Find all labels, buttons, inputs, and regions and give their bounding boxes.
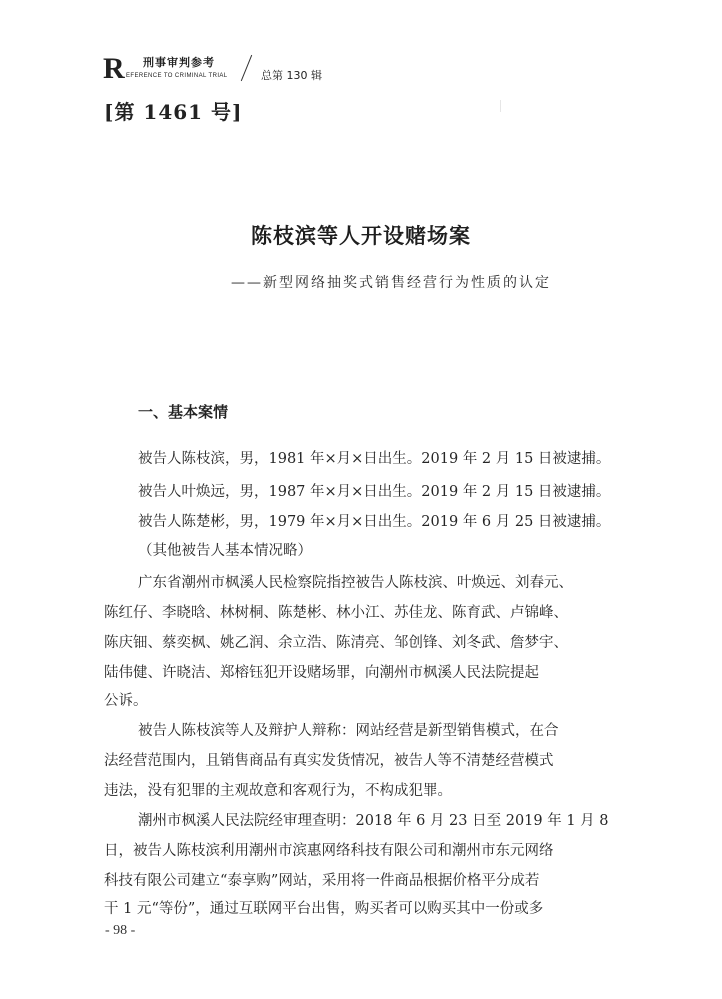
section-heading: 一、基本案情	[138, 403, 229, 421]
text-line: 被告人陈枝滨等人及辩护人辩称：网站经营是新型销售模式，在合	[138, 723, 559, 739]
case-title: 陈枝滨等人开设赌场案	[251, 223, 471, 248]
text-line: 科技有限公司建立“泰享购”网站，采用将一件商品根据价格平分成若	[104, 873, 540, 889]
journal-series-title: 刑事审判参考	[143, 56, 215, 69]
page-number: - 98 -	[105, 923, 136, 938]
journal-logo-letter: R	[103, 52, 125, 85]
text-line: 陈红仔、李晓晗、林树桐、陈楚彬、林小江、苏佳龙、陈育武、卢锦峰、	[104, 605, 568, 621]
case-number: [第 1461 号]	[104, 100, 243, 124]
text-line: 违法，没有犯罪的主观故意和客观行为，不构成犯罪。	[104, 783, 452, 799]
case-subtitle: ——新型网络抽奖式销售经营行为性质的认定	[231, 275, 551, 291]
text-line: 陆伟健、许晓洁、郑榕钰犯开设赌场罪，向潮州市枫溪人民法院提起	[104, 665, 539, 681]
text-line: 干 1 元“等份”，通过互联网平台出售，购买者可以购买其中一份或多	[104, 901, 544, 917]
text-line: 公诉。	[104, 693, 148, 709]
text-line: 日，被告人陈枝滨利用潮州市滨惠网络科技有限公司和潮州市东元网络	[104, 843, 554, 859]
text-line: 法经营范围内，且销售商品有真实发货情况，被告人等不清楚经营模式	[104, 753, 554, 769]
text-line: 陈庆钿、蔡奕枫、姚乙润、余立浩、陈清亮、邹创锋、刘冬武、詹梦宇、	[104, 635, 568, 651]
text-line: （其他被告人基本情况略）	[138, 543, 312, 559]
text-line: 被告人陈楚彬，男，1979 年×月×日出生。2019 年 6 月 25 日被逮捕。	[138, 514, 611, 530]
text-line: 广东省潮州市枫溪人民检察院指控被告人陈枝滨、叶焕远、刘春元、	[138, 575, 573, 591]
text-line: 潮州市枫溪人民法院经审理查明：2018 年 6 月 23 日至 2019 年 1 月 8	[138, 813, 609, 829]
journal-issue-number: 总第 130 辑	[261, 69, 322, 82]
text-line: 被告人陈枝滨，男，1981 年×月×日出生。2019 年 2 月 15 日被逮捕。	[138, 451, 611, 467]
journal-series-subtitle: EFERENCE TO CRIMINAL TRIAL	[126, 73, 228, 79]
text-line: 被告人叶焕远，男，1987 年×月×日出生。2019 年 2 月 15 日被逮捕。	[138, 484, 611, 500]
